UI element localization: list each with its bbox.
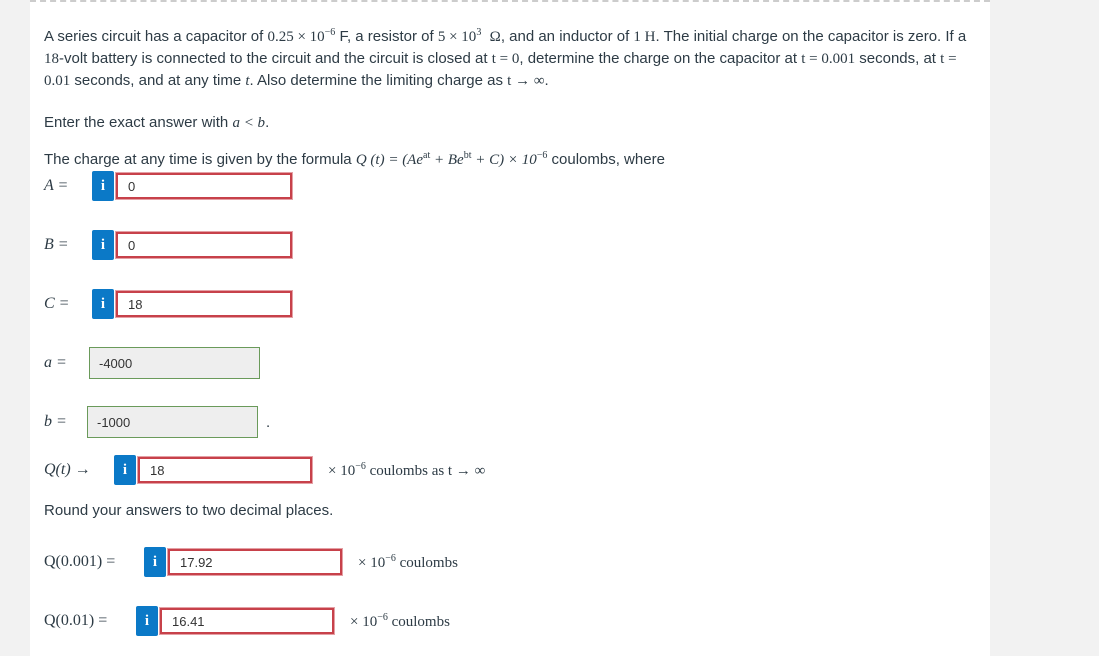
- top-divider: [30, 0, 990, 2]
- input-q001[interactable]: 16.41: [160, 608, 334, 634]
- instruction-text: Enter the exact answer with a < b.: [44, 114, 270, 131]
- answer-row-C: [44, 289, 292, 319]
- answer-row-limit: [44, 455, 485, 485]
- unit-limit: × $10^{-6}$ coulombs as t → ∞: [328, 460, 486, 479]
- info-icon[interactable]: i: [92, 230, 114, 260]
- answer-row-B: [44, 230, 292, 260]
- input-B[interactable]: 0: [116, 232, 292, 258]
- label-B: B =: [44, 236, 69, 253]
- readonly-a: -4000: [89, 347, 260, 379]
- round-note: Round your answers to two decimal places.: [44, 502, 334, 519]
- label-A: A =: [44, 177, 69, 194]
- label-q0001: Q(0.001) =: [44, 553, 116, 570]
- question-card: [30, 0, 990, 656]
- input-C[interactable]: 18: [116, 291, 292, 317]
- answer-row-a: [44, 347, 260, 379]
- info-icon[interactable]: i: [136, 606, 158, 636]
- label-q001: Q(0.01) =: [44, 612, 108, 629]
- label-b: b =: [44, 413, 67, 430]
- info-icon[interactable]: i: [92, 289, 114, 319]
- info-icon[interactable]: i: [92, 171, 114, 201]
- period: .: [266, 413, 271, 431]
- answer-row-b: [44, 406, 270, 438]
- unit-q001: × $10^{-6}$ coulombs: [350, 611, 450, 630]
- problem-statement: A series circuit has a capacitor of $0.25 \times 10^{-6}$ F, a resistor of $5 \times 10^3$ Ω, and an inductor of 1 H. The initial charge on the capacitor is zero. If a 18-volt battery is connected to the circuit and the circuit is closed at t = 0, determine the charge on the capacitor at t = 0.001 seconds, at t = 0.01 seconds, and at any time t. Also determine the limiting charge as t → ∞.: [44, 27, 967, 89]
- info-icon[interactable]: i: [114, 455, 136, 485]
- formula-text: The charge at any time is given by the formula Q $(t) = (Ae^{at} + Be^{bt} + C) \times 10^{-6}$ coulombs, where: [44, 150, 665, 168]
- unit-q0001: × $10^{-6}$ coulombs: [358, 552, 458, 571]
- label-limit: Q(t) →: [44, 461, 91, 478]
- answer-row-q001: [44, 606, 450, 636]
- input-A[interactable]: 0: [116, 173, 292, 199]
- readonly-b: -1000: [87, 406, 258, 438]
- answer-row-q0001: [44, 547, 458, 577]
- label-C: C =: [44, 295, 70, 312]
- label-a: a =: [44, 354, 67, 371]
- input-limit[interactable]: 18: [138, 457, 312, 483]
- input-q0001[interactable]: 17.92: [168, 549, 342, 575]
- answer-row-A: [44, 171, 292, 201]
- info-icon[interactable]: i: [144, 547, 166, 577]
